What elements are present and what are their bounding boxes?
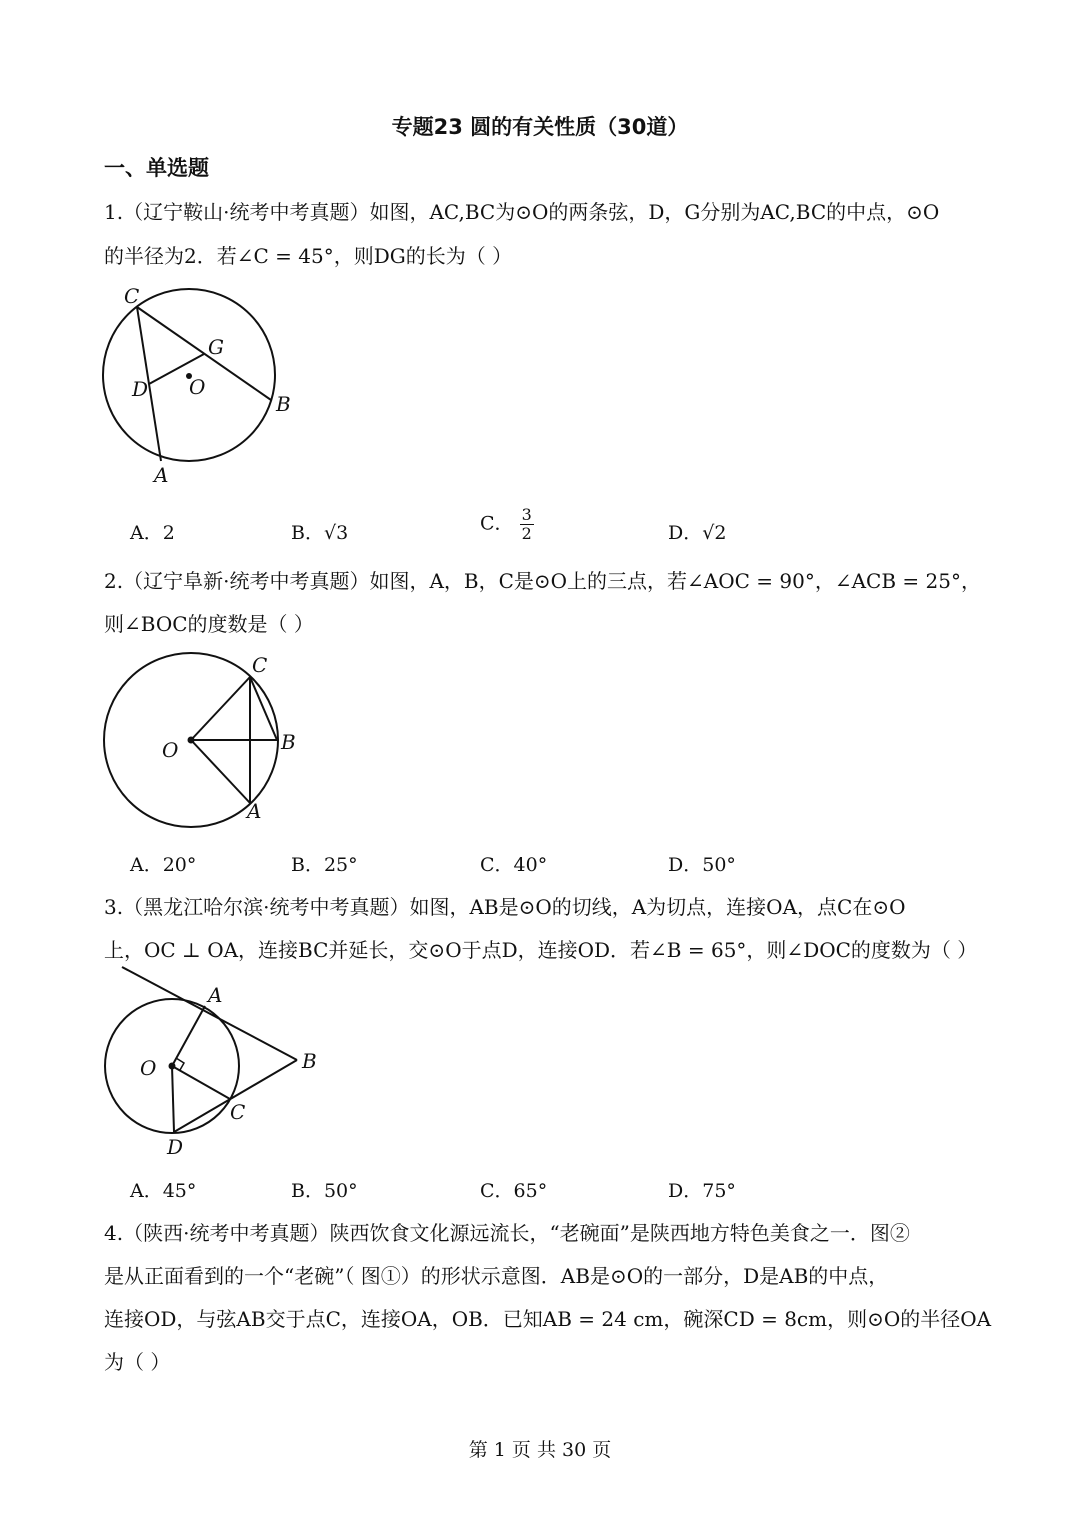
q2-option-a[interactable]: A．20° [130, 854, 197, 876]
q1-label-d: D [132, 377, 149, 401]
q3-label-d: D [167, 1135, 184, 1159]
page-title: 专题23 圆的有关性质（30道） [391, 115, 689, 139]
q3-option-b[interactable]: B．50° [291, 1180, 358, 1202]
q1-label-a: A [154, 463, 169, 487]
q1-option-c-prefix: C． [480, 512, 514, 535]
q3-label-c: C [230, 1100, 246, 1124]
q1-option-d[interactable]: D．√2 [668, 522, 727, 544]
q2-figure [90, 645, 320, 835]
q1-label-g: G [208, 335, 224, 359]
page-footer: 第 1 页 共 30 页 [468, 1439, 612, 1461]
q2-stem-line2: 则∠BOC的度数是（ ） [104, 612, 314, 636]
q2-center-dot [188, 737, 195, 744]
q2-radius-oc [191, 677, 250, 740]
q1-label-c: C [124, 284, 140, 308]
q3-radius-od [172, 1066, 174, 1132]
q2-stem-line1: 2.（辽宁阜新·统考中考真题）如图，A，B，C是⊙O上的三点，若∠AOC = 90°，∠ACB = 25°， [104, 569, 981, 593]
q4-stem-line2: 是从正面看到的一个“老碗”（ 图①）的形状示意图．AB是⊙O的一部分，D是AB的中点， [104, 1264, 889, 1288]
q1-label-b: B [276, 392, 291, 416]
q2-label-a: A [247, 799, 262, 823]
q3-radius-oa [172, 1006, 205, 1066]
q4-stem-line1: 4.（陕西·统考中考真题）陕西饮食文化源远流长，“老碗面”是陕西地方特色美食之一．图② [104, 1221, 910, 1245]
q2-option-d[interactable]: D．50° [668, 854, 736, 876]
q2-label-o: O [162, 738, 179, 762]
q1-option-c-numerator: 3 [521, 505, 532, 524]
q3-radius-oc [172, 1066, 230, 1099]
q1-option-a[interactable]: A．2 [130, 522, 175, 544]
q3-label-b: B [302, 1049, 317, 1073]
q1-stem-line1: 1.（辽宁鞍山·统考中考真题）如图，AC,BC为⊙O的两条弦，D，G分别为AC,BC的中点，⊙O [104, 200, 940, 224]
q3-option-a[interactable]: A．45° [130, 1180, 197, 1202]
q3-option-d[interactable]: D．75° [668, 1180, 736, 1202]
q1-option-b[interactable]: B．√3 [291, 522, 349, 544]
q3-figure [90, 962, 340, 1162]
q3-tangent-line [122, 967, 297, 1060]
q1-option-c[interactable] [480, 506, 534, 543]
q1-figure [90, 280, 310, 490]
q4-stem-line4: 为（ ） [104, 1350, 171, 1374]
section-heading: 一、单选题 [104, 156, 209, 180]
q4-stem-line3: 连接OD，与弦AB交于点C，连接OA，OB．已知AB = 24 cm，碗深CD = 8cm，则⊙O的半径OA [104, 1307, 992, 1331]
q1-option-c-fraction [520, 506, 534, 543]
q2-label-c: C [252, 653, 268, 677]
q3-label-o: O [140, 1056, 157, 1080]
q3-center-dot [169, 1063, 176, 1070]
q2-label-b: B [281, 730, 296, 754]
q3-stem-line1: 3.（黑龙江哈尔滨·统考中考真题）如图，AB是⊙O的切线，A为切点，连接OA，点C在⊙O [104, 895, 906, 919]
q3-stem-line2: 上，OC ⊥ OA，连接BC并延长，交⊙O于点D，连接OD．若∠B = 65°，则∠DOC的度数为（ ） [104, 938, 978, 962]
q2-option-b[interactable]: B．25° [291, 854, 358, 876]
q1-label-o: O [189, 375, 206, 399]
q3-option-c[interactable]: C．65° [480, 1180, 548, 1202]
q2-option-c[interactable]: C．40° [480, 854, 548, 876]
q3-label-a: A [208, 983, 223, 1007]
q2-radius-oa [191, 740, 250, 803]
q1-stem-line2: 的半径为2．若∠C = 45°，则DG的长为（ ） [104, 244, 513, 268]
q1-option-c-denominator: 2 [521, 524, 532, 543]
